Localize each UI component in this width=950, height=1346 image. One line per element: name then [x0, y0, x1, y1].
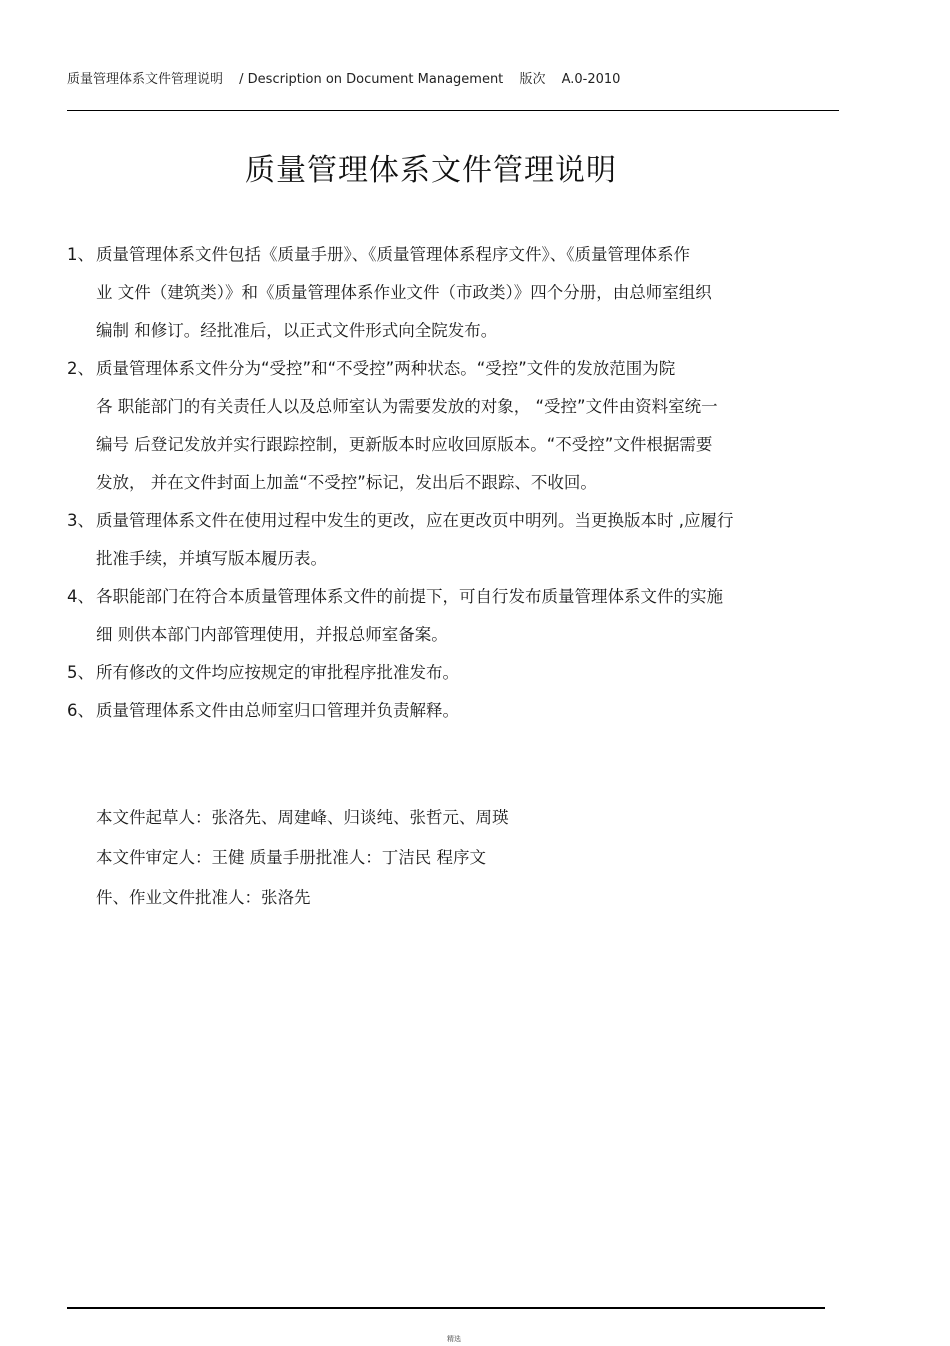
- clause-item: [67, 350, 837, 502]
- clause-item: [67, 236, 837, 350]
- clause-line: 所有修改的文件均应按规定的审批程序批准发布。: [96, 663, 459, 682]
- header-en-title: / Description on Document Management: [239, 72, 504, 87]
- clause-line: 业 文件（建筑类）》和《质量管理体系作业文件（市政类）》四个分册，由总师室组织: [96, 283, 712, 302]
- clause-line: 质量管理体系文件分为“受控”和“不受控”两种状态。“受控”文件的发放范围为院: [96, 359, 676, 378]
- clause-line: 质量管理体系文件由总师室归口管理并负责解释。: [96, 701, 459, 720]
- header-cn-title: 质量管理体系文件管理说明: [67, 72, 224, 87]
- clause-line: 质量管理体系文件包括《质量手册》、《质量管理体系程序文件》、《质量管理体系作: [96, 245, 690, 264]
- clause-number: 4、: [67, 587, 94, 606]
- clause-line: 各 职能部门的有关责任人以及总师室认为需要发放的对象， “受控”文件由资料室统一: [96, 397, 718, 416]
- clause-item: [67, 692, 837, 730]
- clause-line: 发放， 并在文件封面上加盖“不受控”标记，发出后不跟踪、不收回。: [96, 473, 597, 492]
- clause-line: 细 则供本部门内部管理使用，并报总师室备案。: [96, 625, 448, 644]
- signature-line: 件、作业文件批准人：张洛先: [96, 888, 311, 907]
- page-footer: 精选: [447, 1335, 461, 1343]
- clause-item: [67, 654, 837, 692]
- header-divider: [67, 110, 839, 111]
- clause-item: [67, 502, 837, 578]
- clause-number: 2、: [67, 359, 94, 378]
- clause-line: 编号 后登记发放并实行跟踪控制，更新版本时应收回原版本。“不受控”文件根据需要: [96, 435, 713, 454]
- footer-divider: [67, 1307, 825, 1309]
- clause-number: 5、: [67, 663, 94, 682]
- signature-line: 本文件起草人：张洛先、周建峰、归谈纯、张哲元、周瑛: [96, 808, 509, 827]
- clause-number: 6、: [67, 701, 94, 720]
- clause-line: 各职能部门在符合本质量管理体系文件的前提下，可自行发布质量管理体系文件的实施: [96, 587, 723, 606]
- clause-line: 质量管理体系文件在使用过程中发生的更改，应在更改页中明列。当更换版本时 ,应履行: [96, 511, 734, 530]
- signature-line: 本文件审定人：王健 质量手册批准人：丁洁民 程序文: [96, 848, 486, 867]
- page-header: [67, 68, 847, 87]
- clause-list: [67, 236, 837, 730]
- clause-number: 1、: [67, 245, 94, 264]
- header-version-label: 版次: [519, 72, 546, 87]
- document-title: 质量管理体系文件管理说明: [245, 153, 617, 188]
- clause-line: 批准手续，并填写版本履历表。: [96, 549, 327, 568]
- header-version: A.0-2010: [561, 72, 621, 87]
- clause-number: 3、: [67, 511, 94, 530]
- clause-line: 编制 和修订。经批准后，以正式文件形式向全院发布。: [96, 321, 498, 340]
- clause-item: [67, 578, 837, 654]
- signature-block: [96, 798, 509, 918]
